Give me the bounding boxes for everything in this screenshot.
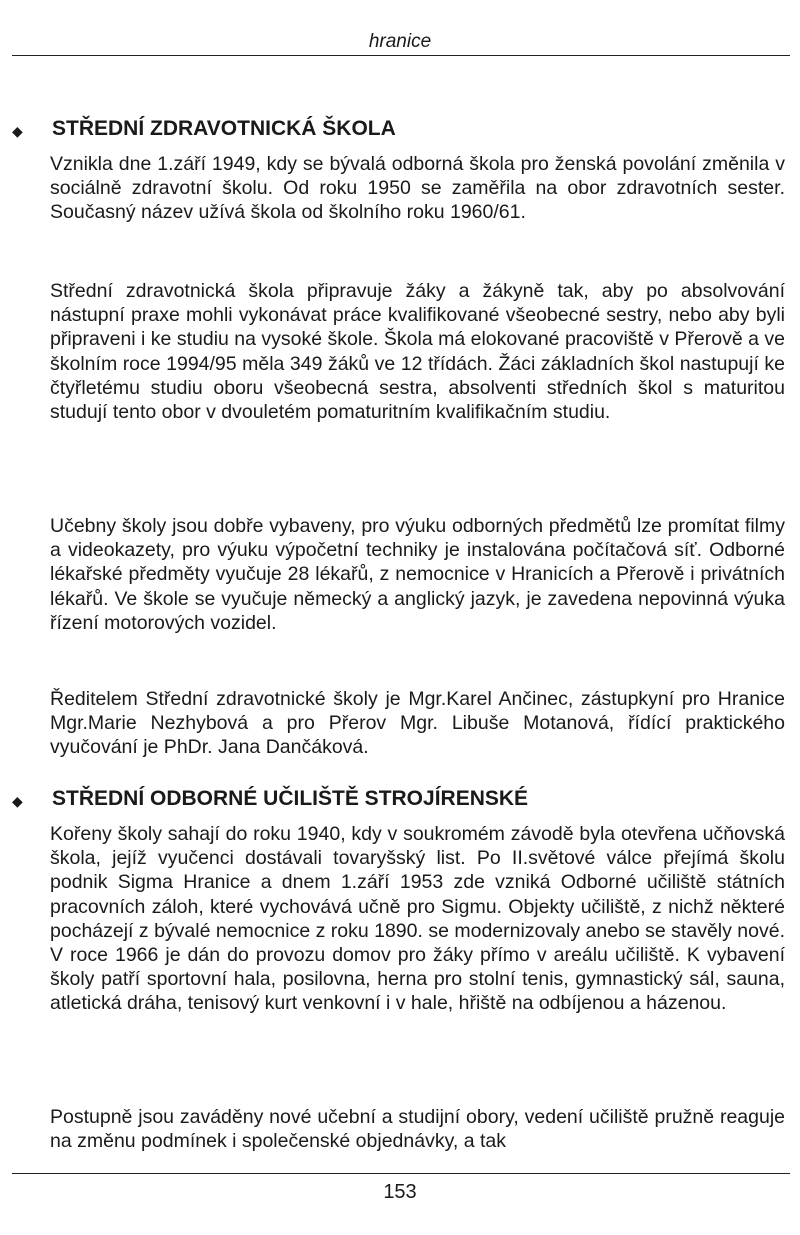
- section-title: STŘEDNÍ ZDRAVOTNICKÁ ŠKOLA: [52, 117, 396, 140]
- header-rule: [12, 55, 790, 56]
- footer-rule: [12, 1173, 790, 1174]
- diamond-bullet-icon: ◆: [12, 123, 23, 139]
- running-header: hranice: [368, 31, 432, 52]
- paragraph: Ředitelem Střední zdravotnické školy je Mgr.Karel Ančinec, zástupkyní pro Hranice Mgr.Marie Nezhybová a pro Přerov Mgr. Libuše Motanová, řídící praktického vyučování je PhDr. Jana Dančáková.: [50, 688, 785, 759]
- paragraph: Učebny školy jsou dobře vybaveny, pro výuku odborných předmětů lze promítat filmy a videokazety, pro výuku výpočetní techniky je instalována počítačová síť. Odborné lékařské předměty vyučuje 28 lékařů, z nemocnice v Hranicích a Přerově i privátních lékařů. Ve škole se vyučuje německý a anglický jazyk, je zavedena nepovinná výuka řízení motorových vozidel.: [50, 515, 785, 634]
- page-number: 153: [383, 1181, 417, 1203]
- paragraph: Kořeny školy sahají do roku 1940, kdy v soukromém závodě byla otevřena učňovská škola, jejíž vyučenci dostávali tovaryšský list. Po II.světové válce přejímá školu podnik Sigma Hranice a dnem 1.září 1953 zde vzniká Odborné učiliště státních pracovních záloh, které vychovává učně pro Sigmu. Objekty učiliště, z nichž některé pocházejí z bývalé nemocnice z roku 1890. se modernizovaly anebo se stavěly nové. V roce 1966 je dán do provozu domov pro žáky přímo v areálu učiliště. K vybavení školy patří sportovní hala, posilovna, herna pro stolní tenis, gymnastický sál, sauna, atletická dráha, tenisový kurt venkovní i v hale, hřiště na odbíjenou a házenou.: [50, 823, 785, 1015]
- section-title: STŘEDNÍ ODBORNÉ UČILIŠTĚ STROJÍRENSKÉ: [52, 787, 529, 810]
- diamond-bullet-icon: ◆: [12, 793, 23, 809]
- paragraph: Postupně jsou zaváděny nové učební a studijní obory, vedení učiliště pružně reaguje na změnu podmínek i společenské objednávky, a tak: [50, 1106, 785, 1153]
- paragraph: Vznikla dne 1.září 1949, kdy se bývalá odborná škola pro ženská povolání změnila v sociálně zdravotní školu. Od roku 1950 se zaměřila na obor zdravotních sester. Současný název užívá škola od školního roku 1960/61.: [50, 153, 785, 224]
- paragraph: Střední zdravotnická škola připravuje žáky a žákyně tak, aby po absolvování nástupní praxe mohli vykonávat práce kvalifikované všeobecné sestry, nebo aby byli připraveni i ke studiu na vysoké škole. Škola má elokované pracoviště v Přerově a ve školním roce 1994/95 měla 349 žáků ve 12 třídách. Žáci základních škol nastupují ke čtyřletému studiu oboru všeobecná sestra, absolventi středních škol s maturitou studují tento obor v dvouletém pomaturitním kvalifikačním studiu.: [50, 280, 785, 424]
